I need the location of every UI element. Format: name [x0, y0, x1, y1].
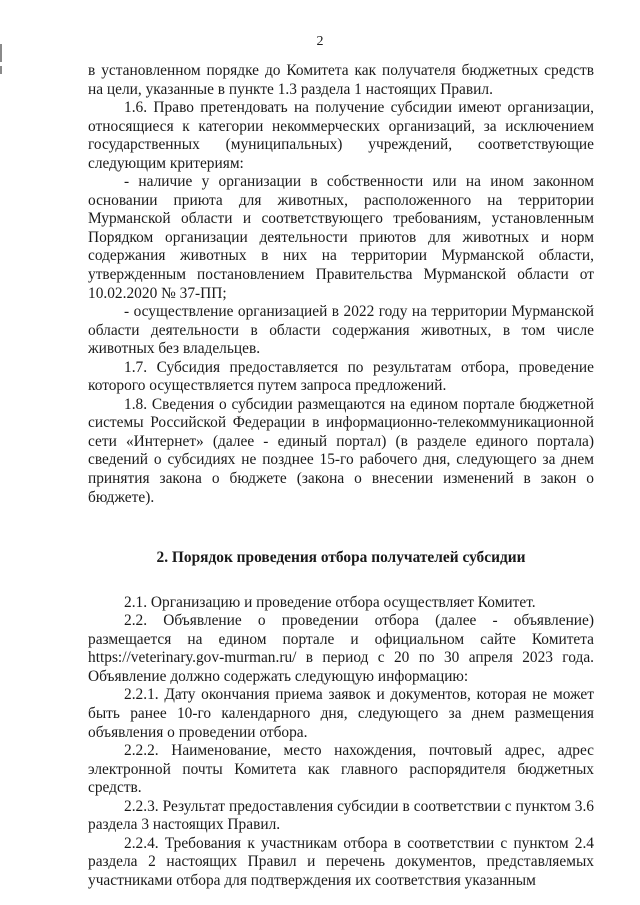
paragraph: 2.2.1. Дату окончания приема заявок и документов, которая не может быть ранее 10-го календарного дня, следующего за днем размещения объявления о проведении отбора. [88, 686, 594, 741]
section-1-continuation [88, 62, 594, 507]
paragraph: 2.2.2. Наименование, место нахождения, почтовый адрес, адрес электронной почты Комитета как главного распорядителя бюджетных средств. [88, 742, 594, 797]
section-2-body [88, 594, 594, 891]
paragraph: в установленном порядке до Комитета как получателя бюджетных средств на цели, указанные в пункте 1.3 раздела 1 настоящих Правил. [88, 62, 594, 98]
paragraph: 1.8. Сведения о субсидии размещаются на едином портале бюджетной системы Российской Федерации в информационно-телекоммуникационной сети «Интернет» (далее - единый портал) (в разделе единого портала) сведений о субсидиях не позднее 15-го рабочего дня, следующего за днем принятия закона о бюджете (закона о внесении изменений в закон о бюджете). [88, 395, 594, 506]
scan-edge-mark [0, 66, 2, 74]
paragraph: 2.2.4. Требования к участникам отбора в соответствии с пунктом 2.4 раздела 2 настоящих Правил и перечень документов, представляемых участниками отбора для подтверждения их соответствия указанным [88, 834, 594, 889]
paragraph: 1.7. Субсидия предоставляется по результатам отбора, проведение которого осуществляется путем запроса предложений. [88, 358, 594, 395]
paragraph: 2.1. Организацию и проведение отбора осуществляет Комитет. [124, 593, 536, 611]
paragraph: 1.6. Право претендовать на получение субсидии имеют организации, относящиеся к категории некоммерческих организаций, за исключением государственных (муниципальных) учреждений, соответствующие следующим критериям: [88, 99, 594, 172]
paragraph: 2.2.3. Результат предоставления субсидии в соответствии с пунктом 3.6 раздела 3 настоящих Правил. [88, 797, 594, 834]
paragraph: 2.2. Объявление о проведении отбора (далее - объявление) размещается на едином портале и официальном сайте Комитета https://veterinary.gov-murman.ru/ в период с 20 по 30 апреля 2023 года. Объявление должно содержать следующую информацию: [88, 612, 594, 685]
section-title: 2. Порядок проведения отбора получателей субсидии [156, 549, 526, 567]
paragraph: - осуществление организацией в 2022 году на территории Мурманской области деятельности в области содержания животных, в том числе животных без владельцев. [88, 303, 594, 358]
document-body [88, 62, 594, 890]
page-number: 2 [316, 34, 324, 49]
paragraph: - наличие у организации в собственности или на ином законном основании приюта для животных, расположенного на территории Мурманской области и соответствующего требованиям, установленным Порядком организации деятельности приютов для животных и норм содержания животных в них на территории Мурманской области, утвержденным постановлением Правительства Мурманской области от 10.02.2020 № 37-ПП; [88, 173, 594, 302]
